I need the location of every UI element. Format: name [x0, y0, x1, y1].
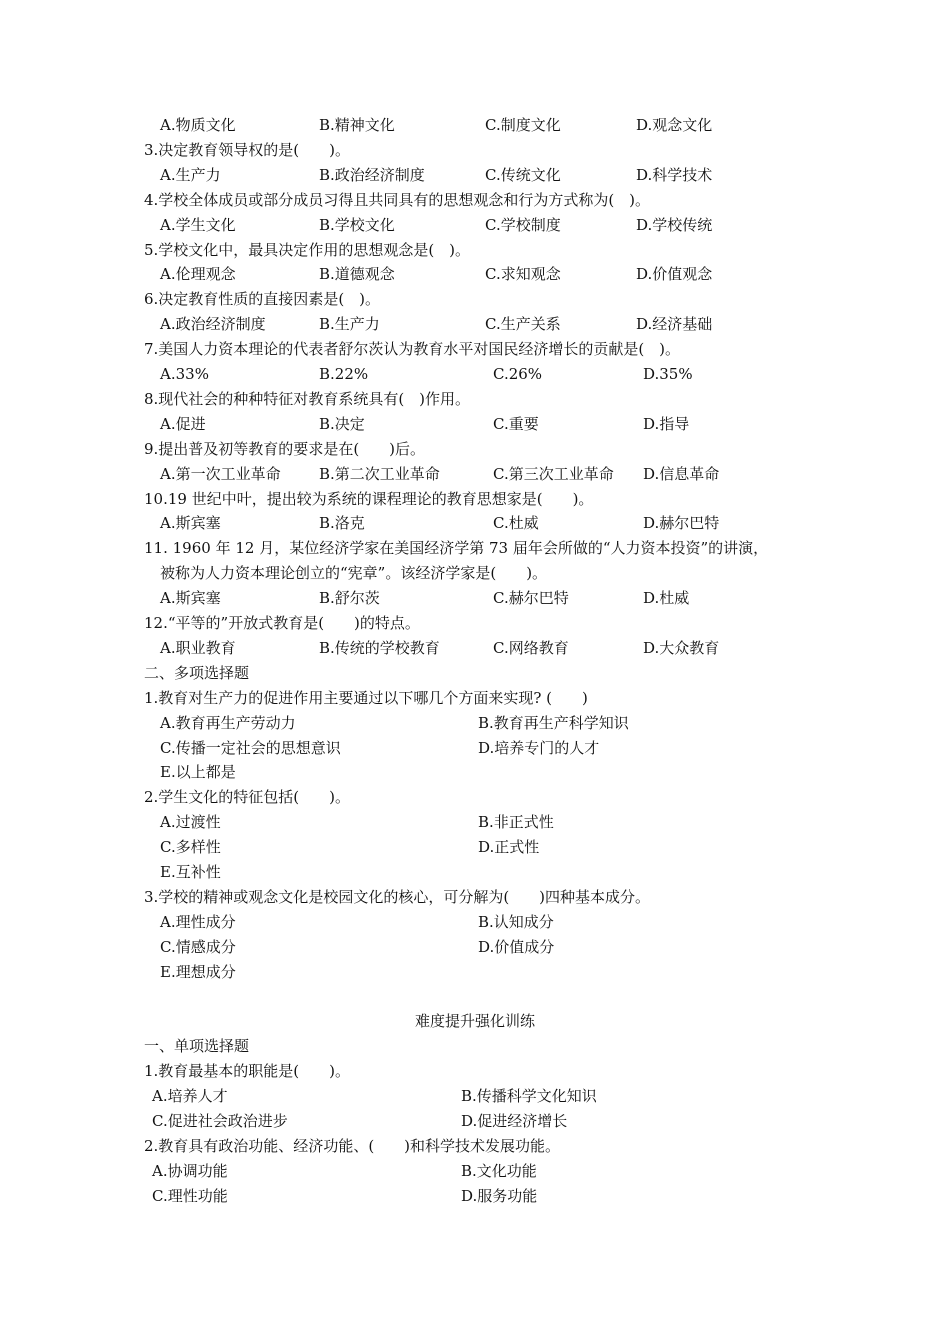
option-text: C.理性功能	[152, 1186, 228, 1205]
question-line	[0, 664, 950, 689]
question-line	[0, 888, 950, 913]
option-text: B.政治经济制度	[319, 165, 425, 184]
options-row	[0, 1162, 950, 1187]
options-row	[0, 465, 950, 490]
option-text: C.网络教育	[493, 638, 569, 657]
option-text: A.政治经济制度	[160, 315, 266, 334]
options-row	[0, 863, 950, 888]
question-line	[0, 191, 950, 216]
option-text: D.信息革命	[643, 464, 720, 483]
question-line	[0, 539, 950, 564]
options-row	[0, 1112, 950, 1137]
question-text: 2.教育具有政治功能、经济功能、( )和科学技术发展功能。	[144, 1136, 561, 1155]
option-text: C.26%	[493, 365, 543, 383]
options-row	[0, 265, 950, 290]
option-text: A.理性成分	[160, 912, 236, 931]
option-text: D.服务功能	[461, 1186, 538, 1205]
question-line	[0, 1137, 950, 1162]
question-text: 3.学校的精神或观念文化是校园文化的核心，可分解为( )四种基本成分。	[144, 887, 651, 906]
option-text: B.教育再生产科学知识	[478, 713, 629, 732]
option-text: D.促进经济增长	[461, 1112, 568, 1130]
option-text: D.学校传统	[636, 215, 713, 234]
option-text: A.培养人才	[152, 1087, 228, 1106]
option-text: C.促进社会政治进步	[152, 1112, 288, 1130]
question-text: 2.学生文化的特征包括( )。	[144, 788, 351, 807]
option-text: C.传统文化	[485, 165, 561, 184]
option-text: C.赫尔巴特	[493, 589, 569, 608]
options-row	[0, 514, 950, 539]
option-text: B.生产力	[319, 315, 380, 334]
question-line	[0, 689, 950, 714]
options-row	[0, 365, 950, 390]
option-text: D.观念文化	[636, 116, 713, 134]
options-row	[0, 739, 950, 764]
options-row	[0, 1187, 950, 1212]
options-row	[0, 315, 950, 340]
option-text: B.洛克	[319, 514, 365, 533]
question-line	[0, 290, 950, 315]
option-text: B.22%	[319, 365, 369, 383]
options-row	[0, 639, 950, 664]
option-text: A.促进	[160, 414, 206, 433]
option-text: D.价值观念	[636, 265, 713, 284]
options-row	[0, 589, 950, 614]
option-text: C.学校制度	[485, 215, 561, 234]
option-text: D.正式性	[478, 838, 540, 857]
options-row	[0, 166, 950, 191]
option-text: B.传统的学校教育	[319, 638, 440, 657]
option-text: D.科学技术	[636, 165, 713, 184]
options-row	[0, 216, 950, 241]
option-text: A.伦理观念	[160, 265, 236, 284]
question-text: 4.学校全体成员或部分成员习得且共同具有的思想观念和行为方式称为( )。	[144, 190, 651, 209]
option-text: B.道德观念	[319, 265, 395, 284]
option-text: D.赫尔巴特	[643, 514, 720, 533]
option-text: D.经济基础	[636, 315, 713, 334]
question-line	[0, 788, 950, 813]
options-row	[0, 1087, 950, 1112]
question-line	[0, 614, 950, 639]
option-text: D.培养专门的人才	[478, 738, 600, 757]
option-text: C.多样性	[160, 838, 221, 857]
question-text: 9.提出普及初等教育的要求是在( )后。	[144, 439, 426, 458]
option-text: A.教育再生产劳动力	[160, 713, 296, 732]
blank-line	[0, 988, 950, 1013]
option-text: A.斯宾塞	[160, 514, 221, 533]
option-text: C.生产关系	[485, 315, 561, 334]
question-text: 6.决定教育性质的直接因素是( )。	[144, 290, 381, 309]
option-text: D.指导	[643, 414, 690, 433]
option-text: A.过渡性	[160, 813, 221, 832]
option-text: C.制度文化	[485, 116, 561, 134]
option-text: C.求知观念	[485, 265, 561, 284]
question-text: 一、单项选择题	[144, 1037, 250, 1056]
option-text: A.斯宾塞	[160, 589, 221, 608]
question-text: 1.教育对生产力的促进作用主要通过以下哪几个方面来实现? ( )	[144, 688, 588, 707]
question-text: 10.19 世纪中叶，提出较为系统的课程理论的教育思想家是( )。	[144, 489, 594, 508]
question-line	[0, 1037, 950, 1062]
options-row	[0, 116, 950, 141]
options-row	[0, 963, 950, 988]
section-title	[0, 1012, 950, 1037]
option-text: B.传播科学文化知识	[461, 1087, 597, 1106]
question-line	[0, 340, 950, 365]
question-line	[0, 440, 950, 465]
question-line	[0, 241, 950, 266]
option-text: E.以上都是	[160, 763, 236, 782]
options-row	[0, 813, 950, 838]
option-text: B.第二次工业革命	[319, 464, 440, 483]
options-row	[0, 913, 950, 938]
question-text: 二、多项选择题	[144, 663, 250, 682]
option-text: A.学生文化	[160, 215, 236, 234]
option-text: A.生产力	[160, 165, 221, 184]
option-text: B.认知成分	[478, 912, 554, 931]
question-line	[0, 490, 950, 515]
option-text: C.第三次工业革命	[493, 464, 614, 483]
option-text: A.协调功能	[152, 1161, 228, 1180]
options-row	[0, 938, 950, 963]
option-text: D.大众教育	[643, 638, 720, 657]
option-text: B.学校文化	[319, 215, 395, 234]
option-text: D.价值成分	[478, 937, 555, 956]
option-text: B.精神文化	[319, 116, 395, 134]
question-continuation	[0, 564, 950, 589]
option-text: B.舒尔茨	[319, 589, 380, 608]
question-text: 7.美国人力资本理论的代表者舒尔茨认为教育水平对国民经济增长的贡献是( )。	[144, 340, 681, 359]
question-line	[0, 141, 950, 166]
question-text: 11. 1960 年 12 月，某位经济学家在美国经济学第 73 届年会所做的“人力资本投资”的讲演，	[144, 539, 769, 558]
options-row	[0, 415, 950, 440]
option-text: B.非正式性	[478, 813, 554, 832]
option-text: C.杜威	[493, 514, 539, 533]
option-text: A.第一次工业革命	[160, 464, 281, 483]
question-text: 8.现代社会的种种特征对教育系统具有( )作用。	[144, 389, 471, 408]
question-text: 12.“平等的”开放式教育是( )的特点。	[144, 614, 420, 632]
option-text: D.杜威	[643, 589, 690, 608]
question-text: 5.学校文化中，最具决定作用的思想观念是( )。	[144, 240, 471, 259]
options-row	[0, 714, 950, 739]
option-text: D.35%	[643, 365, 693, 383]
question-line	[0, 390, 950, 415]
option-text: C.重要	[493, 414, 539, 433]
question-text: 被称为人力资本理论创立的“宪章”。该经济学家是( )。	[160, 564, 548, 583]
question-text: 3.决定教育领导权的是( )。	[144, 140, 351, 159]
options-row	[0, 763, 950, 788]
option-text: E.互补性	[160, 863, 221, 881]
option-text: C.传播一定社会的思想意识	[160, 738, 341, 757]
option-text: A.职业教育	[160, 638, 236, 657]
option-text: A.物质文化	[160, 116, 236, 134]
option-text: A.33%	[160, 365, 209, 383]
option-text: E.理想成分	[160, 962, 236, 981]
question-line	[0, 1062, 950, 1087]
option-text: B.文化功能	[461, 1161, 537, 1180]
section-title-text: 难度提升强化训练	[414, 1012, 535, 1031]
options-row	[0, 838, 950, 863]
option-text: B.决定	[319, 414, 365, 433]
question-text: 1.教育最基本的职能是( )。	[144, 1062, 351, 1081]
option-text: C.情感成分	[160, 937, 236, 956]
